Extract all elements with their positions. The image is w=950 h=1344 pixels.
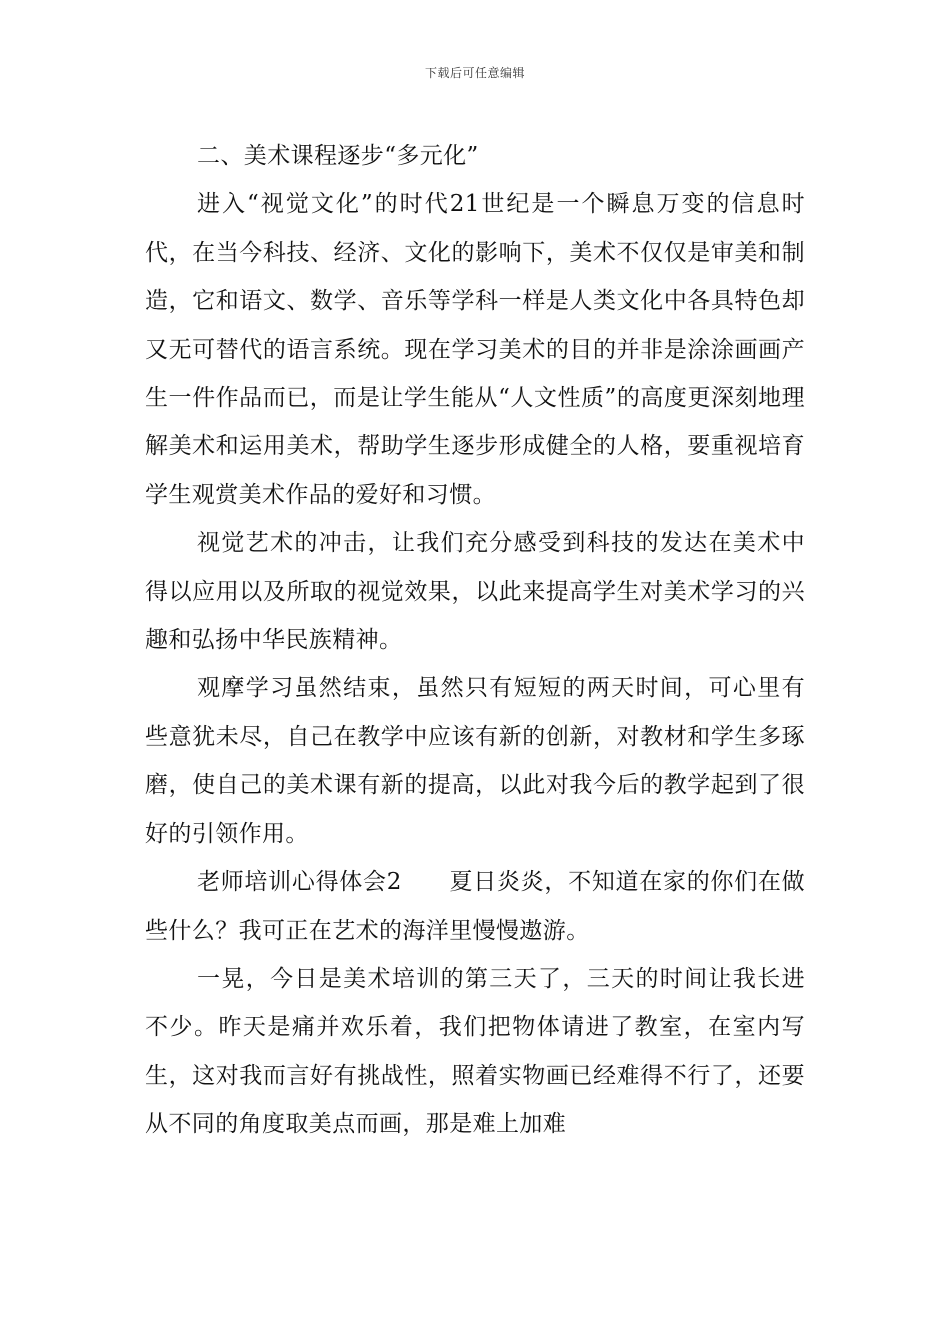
paragraph-visual-art: 视觉艺术的冲击，让我们充分感受到科技的发达在美术中得以应用以及所取的视觉效果，以此来提高学生对美术学习的兴趣和弘扬中华民族精神。	[145, 530, 805, 654]
document-body	[145, 132, 805, 1149]
section-heading: 二、美术课程逐步“多元化”	[197, 143, 479, 169]
page-header: 下载后可任意编辑	[424, 66, 525, 80]
paragraph-observation: 观摩学习虽然结束，虽然只有短短的两天时间，可心里有些意犹未尽，自己在教学中应该有新的创新，对教材和学生多琢磨，使自己的美术课有新的提高，以此对我今后的教学起到了很好的引领作用。	[145, 675, 805, 847]
paragraph-visual-culture: 进入“视觉文化”的时代21世纪是一个瞬息万变的信息时代，在当今科技、经济、文化的影响下，美术不仅仅是审美和制造，它和语文、数学、音乐等学科一样是人类文化中各具特色却又无可替代的语言系统。现在学习美术的目的并非是涂涂画画产生一件作品而已，而是让学生能从“人文性质”的高度更深刻地理解美术和运用美术，帮助学生逐步形成健全的人格，要重视培育学生观赏美术作品的爱好和习惯。	[145, 191, 805, 508]
paragraph-training-2: 老师培训心得体会2 夏日炎炎，不知道在家的你们在做些什么？我可正在艺术的海洋里慢慢遨游。	[145, 869, 805, 944]
paragraph-third-day: 一晃，今日是美术培训的第三天了，三天的时间让我长进不少。昨天是痛并欢乐着，我们把物体请进了教室，在室内写生，这对我而言好有挑战性，照着实物画已经难得不行了，还要从不同的角度取美点而画，那是难上加难	[145, 965, 805, 1138]
